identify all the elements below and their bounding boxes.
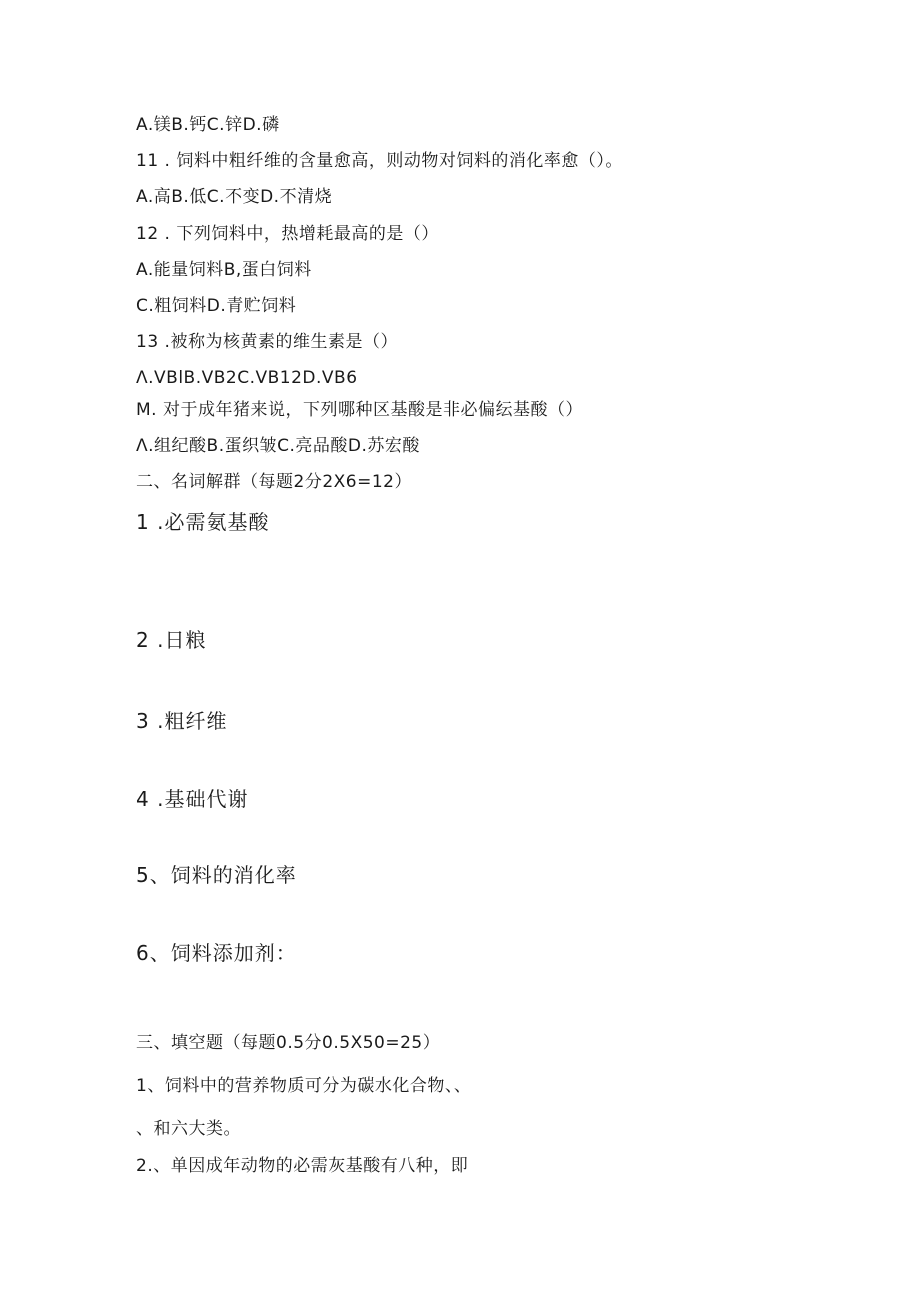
question-answers-12a: A.能量饲料B,蛋白饲料	[136, 260, 312, 280]
question-answers-12b: C.粗饲料D.青贮饲料	[136, 296, 297, 316]
term-6: 6、饲料添加剂：	[136, 941, 297, 965]
question-answers-11: A.高B.低C.不变D.不清烧	[136, 187, 333, 207]
question-answers-14: Λ.组纪酸B.蛋织皱C.亮品酸D.苏宏酸	[136, 436, 420, 456]
question-answers-10: A.镁B.钙C.锌D.磷	[136, 115, 280, 135]
term-3: 3 .粗纤维	[136, 709, 228, 733]
section-2-heading: 二、名词解群（每题2分2X6=12）	[136, 472, 412, 492]
question-12: 12 . 下列饲料中，热增耗最高的是（）	[136, 224, 439, 244]
question-answers-13: Λ.VBlB.VB2C.VB12D.VB6	[136, 368, 358, 388]
question-14: M. 对于成年猪来说，下列哪种区基酸是非必偏纭基酸（）	[136, 400, 583, 420]
question-13: 13 .被称为核黄素的维生素是（）	[136, 332, 398, 352]
question-11: 11 . 饲料中粗纤维的含量愈高，则动物对饲料的消化率愈（）。	[136, 151, 623, 171]
fill-2: 2.、单因成年动物的必需灰基酸有八种，即	[136, 1156, 469, 1176]
section-3-heading: 三、填空题（每题0.5分0.5X50=25）	[136, 1033, 441, 1053]
fill-1a: 1、饲料中的营养物质可分为碳水化合物、、	[136, 1076, 472, 1096]
term-2: 2 .日粮	[136, 628, 207, 652]
term-1: 1 .必需氨基酸	[136, 510, 270, 534]
term-4: 4 .基础代谢	[136, 787, 249, 811]
term-5: 5、饲料的消化率	[136, 863, 297, 887]
fill-1b: 、和六大类。	[136, 1119, 241, 1139]
